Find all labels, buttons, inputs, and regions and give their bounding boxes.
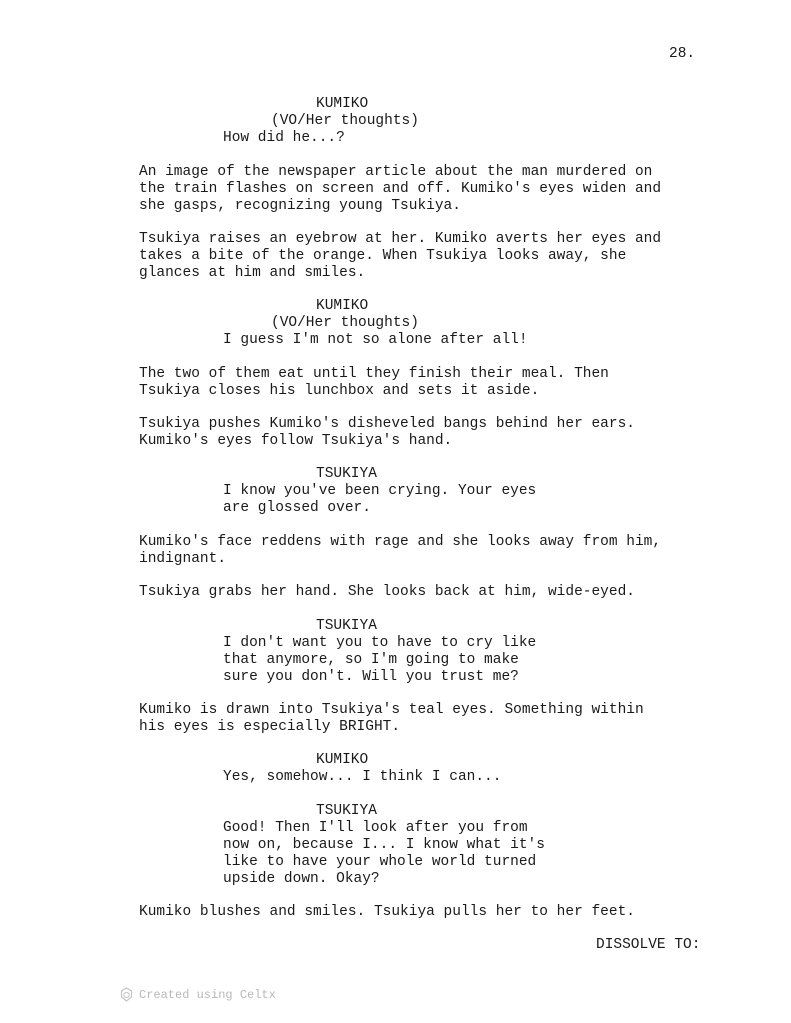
parenthetical: (VO/Her thoughts) <box>271 113 419 129</box>
action-line: Kumiko blushes and smiles. Tsukiya pulls her to her feet. <box>139 904 635 920</box>
celtx-logo-icon <box>120 987 133 1002</box>
character-name: KUMIKO <box>316 96 369 112</box>
parenthetical: (VO/Her thoughts) <box>271 315 419 331</box>
character-name: KUMIKO <box>316 298 369 314</box>
dialogue: I don't want you to have to cry like that anymore, so I'm going to make sure you don't. Will you trust me? <box>223 635 537 685</box>
dialogue: Good! Then I'll look after you from now on, because I... I know what it's like to have your whole world turned upside down. Okay? <box>223 820 545 887</box>
dialogue: I know you've been crying. Your eyes are glossed over. <box>223 483 537 516</box>
action-line: The two of them eat until they finish their meal. Then Tsukiya closes his lunchbox and sets it aside. <box>139 366 609 399</box>
action-line: Tsukiya grabs her hand. She looks back at him, wide-eyed. <box>139 584 635 600</box>
action-line: Tsukiya raises an eyebrow at her. Kumiko averts her eyes and takes a bite of the orange. When Tsukiya looks away, she glances at him and smiles. <box>139 231 662 281</box>
footer <box>120 987 276 1002</box>
action-line: Kumiko's face reddens with rage and she looks away from him, indignant. <box>139 534 662 567</box>
character-name: TSUKIYA <box>316 618 377 634</box>
dialogue: I guess I'm not so alone after all! <box>223 332 528 348</box>
dialogue: How did he...? <box>223 130 345 146</box>
action-line: Tsukiya pushes Kumiko's disheveled bangs behind her ears. Kumiko's eyes follow Tsukiya's hand. <box>139 416 635 449</box>
page-number: 28. <box>669 46 696 62</box>
character-name: KUMIKO <box>316 752 369 768</box>
action-line: Kumiko is drawn into Tsukiya's teal eyes. Something within his eyes is especially BRIGHT. <box>139 702 644 735</box>
action-line: An image of the newspaper article about the man murdered on the train flashes on screen and off. Kumiko's eyes widen and she gasps, recognizing young Tsukiya. <box>139 164 662 214</box>
character-name: TSUKIYA <box>316 803 377 819</box>
character-name: TSUKIYA <box>316 466 377 482</box>
dialogue: Yes, somehow... I think I can... <box>223 769 502 785</box>
transition: DISSOLVE TO: <box>596 937 701 953</box>
footer-text: Created using Celtx <box>139 987 276 1002</box>
